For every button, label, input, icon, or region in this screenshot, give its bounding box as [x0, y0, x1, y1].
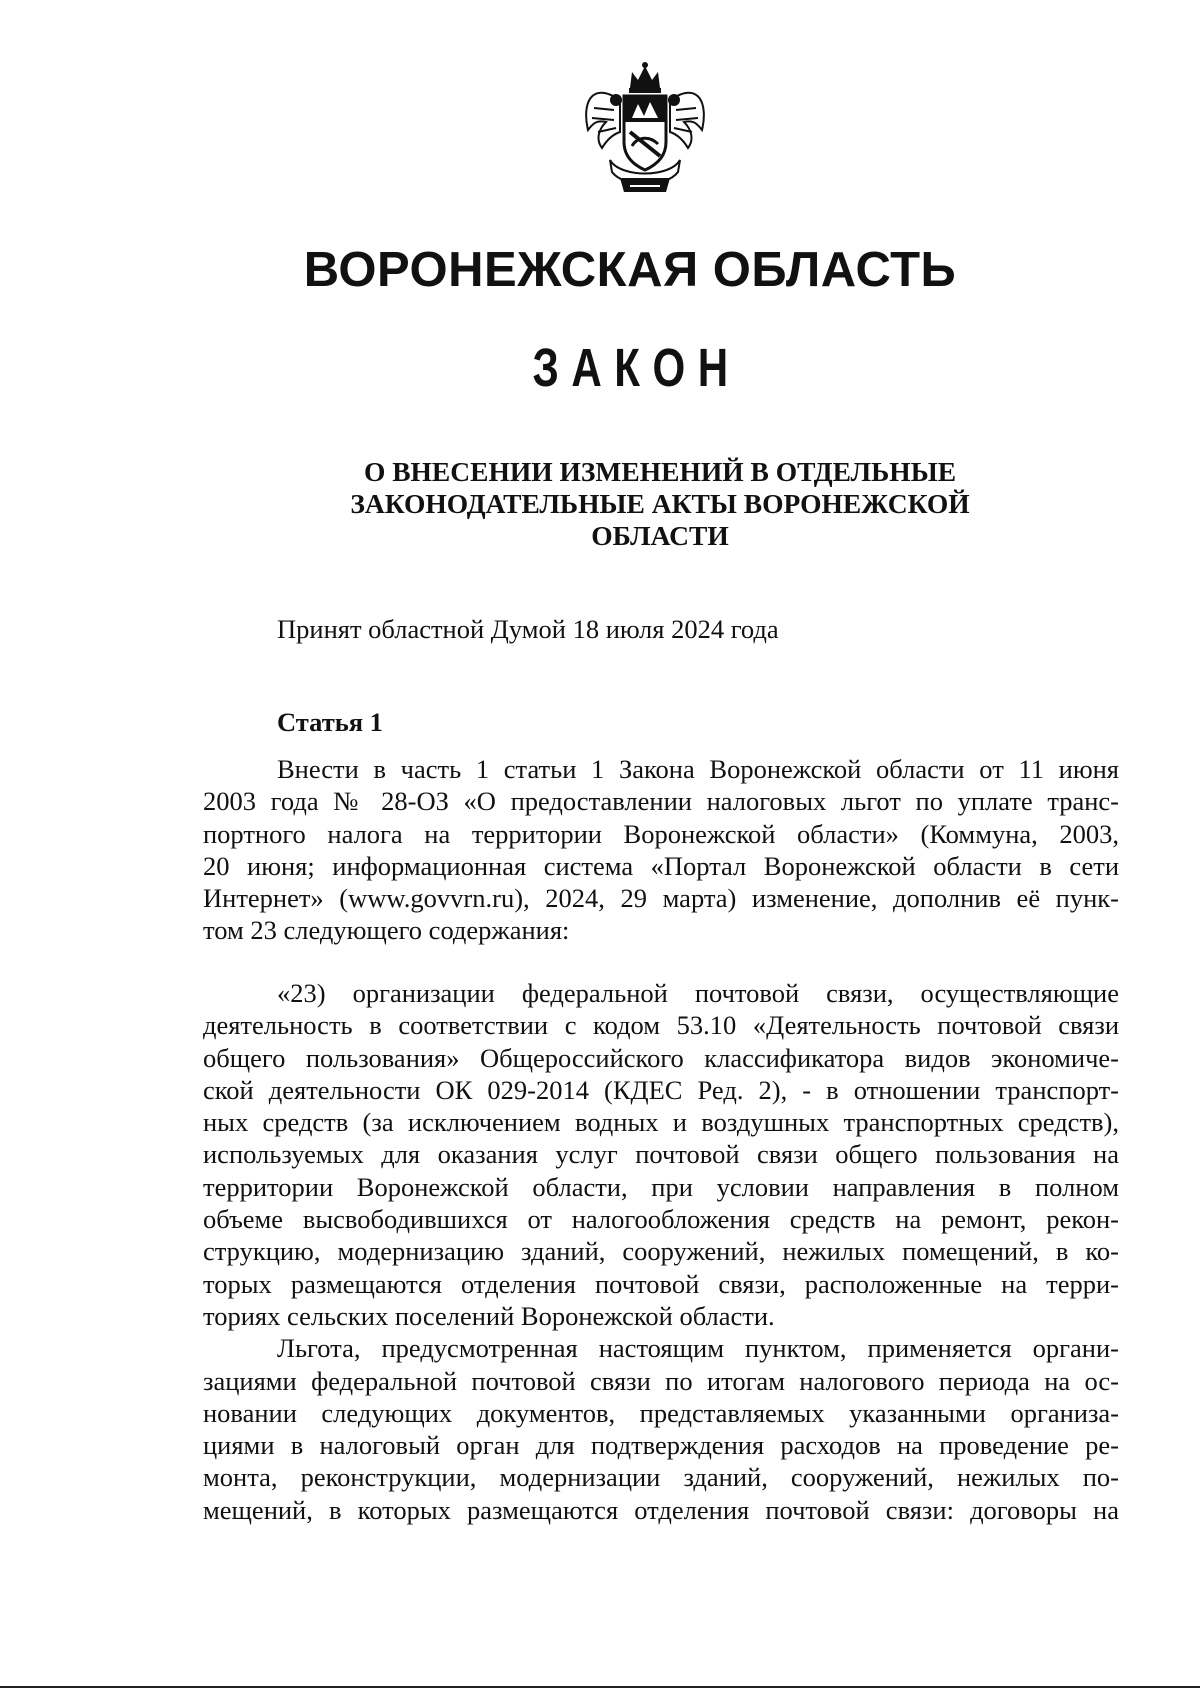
paragraph-line: Интернет» (www.govvrn.ru), 2024, 29 марта) изменение, дополнив её пунк-: [203, 883, 1119, 914]
paragraph-line: ской деятельности ОК 029-2014 (КДЕС Ред. 2), - в отношении транспорт-: [203, 1074, 1119, 1105]
law-title-line: ОБЛАСТИ: [591, 520, 729, 551]
paragraph-line: общего пользования» Общероссийского классификатора видов экономиче-: [203, 1042, 1119, 1073]
paragraph-line: циями в налоговый орган для подтверждения расходов на проведение ре-: [203, 1430, 1119, 1461]
paragraph-line: ных средств (за исключением водных и воздушных транспортных средств),: [203, 1107, 1119, 1138]
law-title-line: ЗАКОНОДАТЕЛЬНЫЕ АКТЫ ВОРОНЕЖСКОЙ: [350, 488, 970, 519]
paragraph-line: объеме высвободившихся от налогообложения средств на ремонт, рекон-: [203, 1204, 1119, 1235]
page-bottom-rule: [0, 1686, 1200, 1688]
coat-of-arms-icon: [580, 60, 710, 200]
law-title-line: О ВНЕСЕНИИ ИЗМЕНЕНИЙ В ОТДЕЛЬНЫЕ: [363, 456, 957, 487]
paragraph-line: новании следующих документов, представляемых указанными организа-: [203, 1397, 1119, 1428]
paragraph-line: территории Воронежской области, при условии направления в полном: [203, 1171, 1119, 1202]
paragraph-line: Льгота, предусмотренная настоящим пунктом, применяется органи-: [277, 1333, 1119, 1364]
paragraph-line: том 23 следующего содержания:: [203, 915, 570, 946]
paragraph-line: 20 июня; информационная система «Портал Воронежской области в сети: [203, 850, 1119, 881]
document-type: ЗАКОН: [532, 338, 741, 398]
paragraph-line: струкцию, модернизацию зданий, сооружений, нежилых помещений, в ко-: [203, 1236, 1119, 1267]
region-title: ВОРОНЕЖСКАЯ ОБЛАСТЬ: [303, 243, 957, 297]
paragraph-line: торых размещаются отделения почтовой связи, расположенные на терри-: [203, 1268, 1119, 1299]
paragraph-line: монта, реконструкции, модернизации зданий, сооружений, нежилых по-: [203, 1462, 1119, 1493]
paragraph-line: Внести в часть 1 статьи 1 Закона Воронежской области от 11 июня: [277, 754, 1119, 784]
paragraph-line: 2003 года № 28-ОЗ «О предоставлении налоговых льгот по уплате транс-: [203, 786, 1119, 817]
paragraph-line: ториях сельских поселений Воронежской области.: [203, 1300, 775, 1331]
paragraph-line: портного налога на территории Воронежской области» (Коммуна, 2003,: [203, 818, 1119, 849]
adoption-note: Принят областной Думой 18 июля 2024 года: [277, 614, 779, 644]
article-item-23: [203, 977, 1119, 1526]
paragraph-line: «23) организации федеральной почтовой связи, осуществляющие: [277, 978, 1119, 1008]
paragraph-line: деятельность в соответствии с кодом 53.10 «Деятельность почтовой связи: [203, 1010, 1119, 1041]
article-intro-paragraph: [203, 753, 1119, 947]
paragraph-line: зациями федеральной почтовой связи по итогам налогового периода на ос-: [203, 1365, 1119, 1396]
paragraph-line: используемых для оказания услуг почтовой связи общего пользования на: [203, 1139, 1119, 1170]
article-heading: Статья 1: [277, 707, 383, 737]
paragraph-line: мещений, в которых размещаются отделения почтовой связи: договоры на: [203, 1494, 1119, 1525]
law-title: [300, 456, 1020, 552]
